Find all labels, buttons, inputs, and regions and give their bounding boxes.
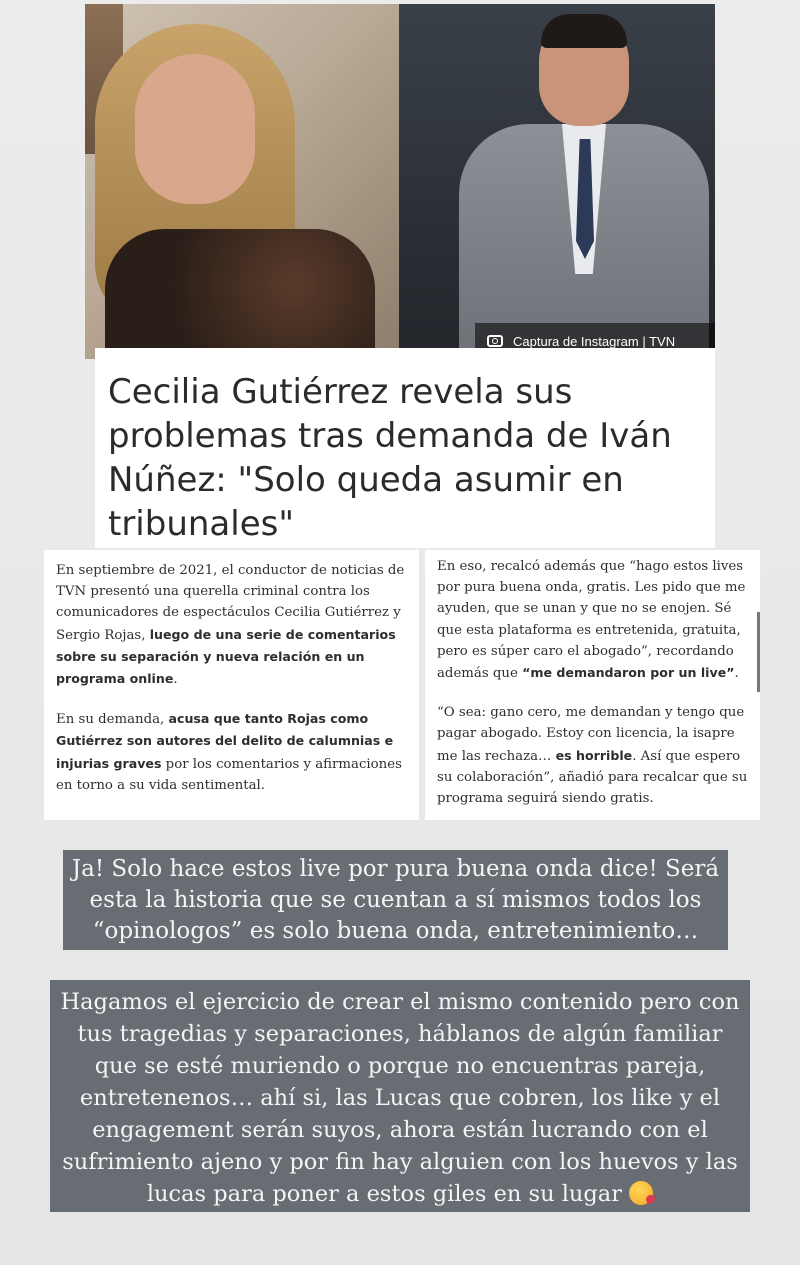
text-sticker-2[interactable] (50, 980, 750, 1212)
photo-caption-text: Captura de Instagram | TVN (513, 333, 676, 349)
paragraph-text: . (734, 666, 739, 682)
anchor-hair (541, 14, 627, 48)
paragraph-bold-text: “me demandaron por un live” (522, 665, 735, 681)
paragraph-text: En eso, recalcó además que “hago estos lives por pura buena onda, gratis. Les pido que me ayuden, que se unan y que no se enojen. Sé que esta plataforma es entretenida, gratuita, pero es súper caro el abogado”, recordando además que (437, 559, 746, 682)
face-blowing-kiss-icon (629, 1181, 653, 1205)
article-column-right (425, 550, 760, 820)
paragraph-bold-text: luego de una serie de comentarios sobre su separación y nueva relación en un programa online (56, 626, 396, 687)
sticker-2-text: Hagamos el ejercicio de crear el mismo contenido pero con tus tragedias y separaciones, háblanos de algún familiar que se esté muriendo o porque no encuentras pareja, entretenenos… ahí si, las Lucas que cobren, los like y el engagement serán suyos, ahora están lucrando con el sufrimiento ajeno y por fin hay alguien con los huevos y las lucas para poner a estos giles en su lugar (60, 989, 740, 1207)
paragraph-bold-text: es horrible (555, 747, 633, 763)
paragraph-text: por los comentarios y afirmaciones en torno a su vida sentimental. (56, 756, 402, 793)
paragraph-text: . Así que espero su colaboración”, añadió para recalcar que su programa seguirá siendo gratis. (437, 748, 748, 807)
woman-face (135, 54, 255, 204)
text-sticker-1[interactable] (63, 850, 728, 950)
photo-left-woman (85, 4, 399, 359)
woman-shirt (105, 229, 375, 359)
article-paragraph (56, 708, 407, 796)
paragraph-text: En septiembre de 2021, el conductor de noticias de TVN presentó una querella criminal contra los comunicadores de espectáculos Cecilia Gutiérrez y Sergio Rojas, (56, 563, 405, 643)
article-paragraph (437, 556, 750, 684)
article-paragraph (437, 702, 750, 809)
article-headline: Cecilia Gutiérrez revela sus problemas tras demanda de Iván Núñez: "Solo queda asumir en tribunales" (108, 372, 672, 544)
paragraph-text: En su demanda, (56, 712, 169, 728)
paragraph-bold-text: acusa que tanto Rojas como Gutiérrez son autores del delito de calumnias e injurias graves (56, 711, 394, 771)
sticker-1-text: Ja! Solo hace estos live por pura buena onda dice! Será esta la historia que se cuentan a sí mismos todos los “opinologos” es solo buena onda, entretenimiento… (71, 856, 720, 944)
news-photo (85, 4, 715, 359)
camera-icon (487, 335, 503, 347)
article-scrollbar[interactable] (757, 612, 760, 692)
article-paragraph (56, 560, 407, 690)
paragraph-text: “O sea: gano cero, me demandan y tengo que pagar abogado. Estoy con licencia, la isapre me las rechaza… (437, 705, 745, 764)
paragraph-text: . (173, 672, 178, 688)
article-column-left (44, 550, 419, 820)
photo-right-anchor (399, 4, 715, 359)
